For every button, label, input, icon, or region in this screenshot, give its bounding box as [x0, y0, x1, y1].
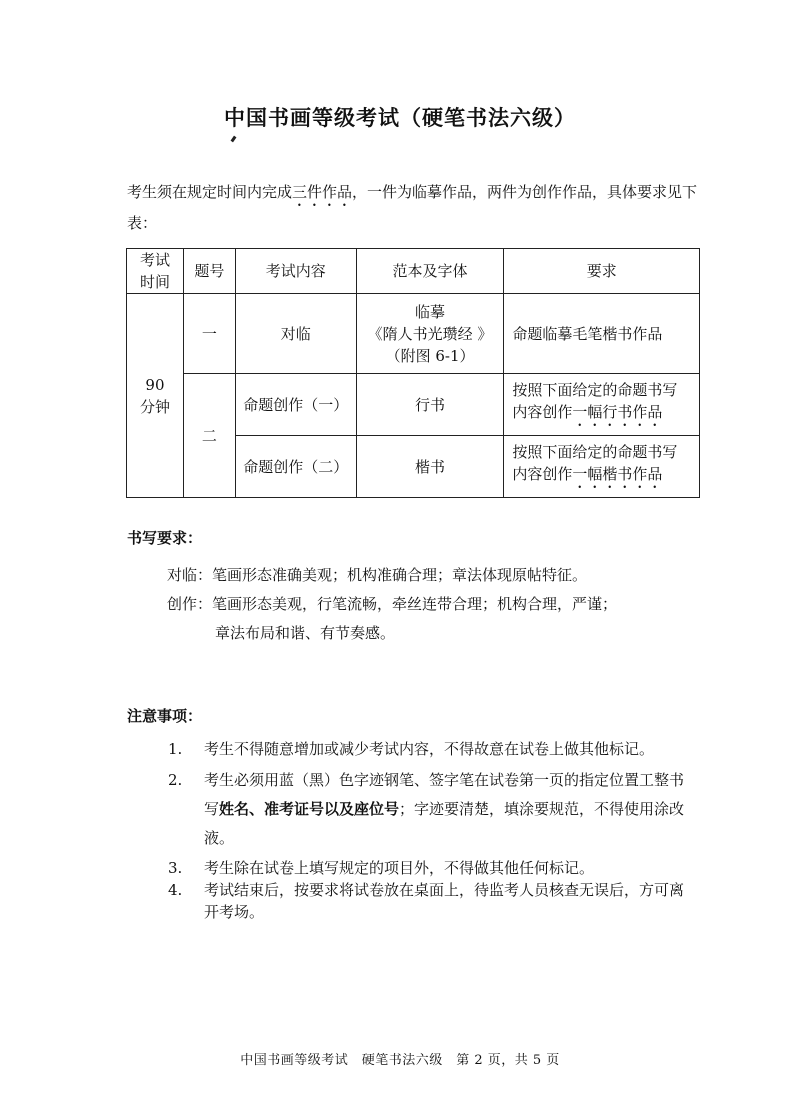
writing-requirements	[167, 561, 707, 648]
cell-content: 命题创作（一）	[235, 374, 356, 436]
header-time: 考试 时间	[127, 249, 184, 294]
cell-number: 二	[183, 374, 235, 498]
list-item: 2. 考生必须用蓝（黑）色字迹钢笔、签字笔在试卷第一页的指定位置工整书写姓名、准考证号以及座位号；字迹要清楚，填涂要规范，不得使用涂改液。	[168, 771, 685, 847]
requirement-creation-cont: 章法布局和谐、有节奏感。	[215, 624, 396, 642]
notes-list	[168, 735, 698, 923]
table-row	[127, 374, 700, 436]
cell-model: 楷书	[356, 436, 504, 498]
cell-model: 行书	[356, 374, 504, 436]
page-footer: 中国书画等级考试 硬笔书法六级 第 2 页，共 5 页	[240, 1053, 560, 1068]
intro-emphasis: 三件作品	[292, 183, 353, 201]
cell-model: 临摹 《隋人书光瓒经 》 （附图 6-1）	[356, 294, 504, 374]
cell-number: 一	[183, 294, 235, 374]
writing-requirements-title: 书写要求：	[127, 529, 203, 547]
header-content: 考试内容	[235, 249, 356, 294]
cell-requirement: 命题临摹毛笔楷书作品	[504, 294, 700, 374]
cell-requirement: 按照下面给定的命题书写 内容创作一幅行书作品	[504, 374, 700, 436]
requirement-copy: 对临：笔画形态准确美观；机构准确合理；章法体现原帖特征。	[167, 566, 588, 584]
page-title: 中国书画等级考试（硬笔书法六级）	[224, 105, 576, 130]
exam-table	[126, 248, 700, 498]
list-item: 1. 考生不得随意增加或减少考试内容，不得故意在试卷上做其他标记。	[168, 740, 655, 758]
list-item: 4. 考试结束后，按要求将试卷放在桌面上，待监考人员核查无误后，方可离开考场。	[168, 881, 685, 921]
stray-mark	[231, 136, 237, 143]
cell-content: 命题创作（二）	[235, 436, 356, 498]
cell-content: 对临	[235, 294, 356, 374]
table-row	[127, 294, 700, 374]
intro-paragraph: 考生须在规定时间内完成三件作品，一件为临摹作品，两件为创作作品，具体要求见下表：	[127, 183, 698, 232]
bold-fields: 姓名、准考证号以及座位号	[219, 800, 400, 818]
notes-title: 注意事项：	[127, 707, 203, 725]
cell-time: 90 分钟	[127, 294, 184, 498]
requirement-creation: 创作：笔画形态美观，行笔流畅，牵丝连带合理；机构合理，严谨；	[167, 595, 618, 613]
table-header-row	[127, 249, 700, 294]
header-model: 范本及字体	[356, 249, 504, 294]
header-requirement: 要求	[504, 249, 700, 294]
header-number: 题号	[183, 249, 235, 294]
list-item: 3. 考生除在试卷上填写规定的项目外，不得做其他任何标记。	[168, 859, 595, 877]
cell-requirement: 按照下面给定的命题书写 内容创作一幅楷书作品	[504, 436, 700, 498]
